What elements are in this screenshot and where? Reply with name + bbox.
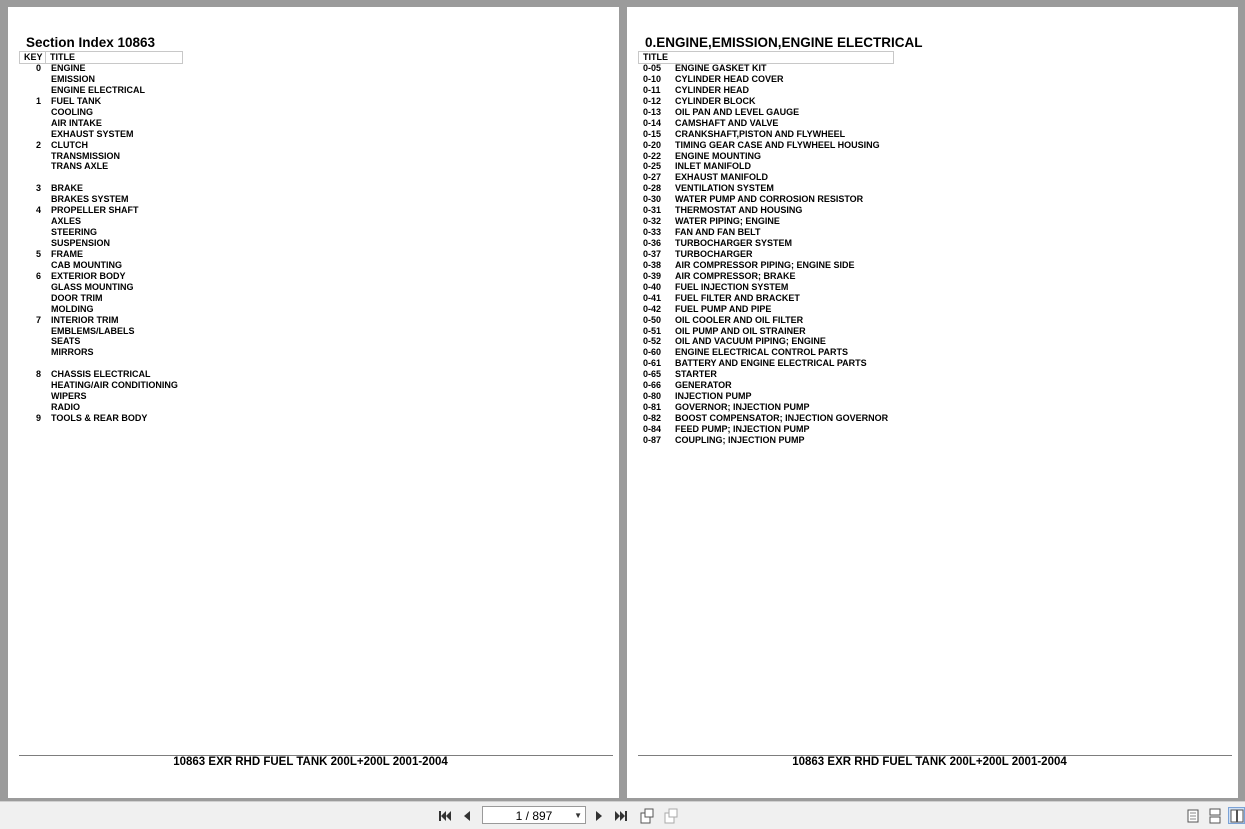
item-title: EXTERIOR BODY <box>51 270 126 281</box>
item-title: WATER PIPING; ENGINE <box>675 216 780 227</box>
item-title: ENGINE GASKET KIT <box>675 63 767 73</box>
item-title: HEATING/AIR CONDITIONING <box>51 380 178 391</box>
list-item[interactable] <box>638 238 938 249</box>
item-key: 0-28 <box>643 183 662 194</box>
list-item[interactable] <box>19 391 219 402</box>
item-key: 0-87 <box>643 434 662 445</box>
item-title: TRANS AXLE <box>51 161 109 172</box>
item-title: CLUTCH <box>51 139 88 150</box>
list-item[interactable] <box>19 172 219 183</box>
list-item[interactable] <box>19 118 219 129</box>
list-item[interactable] <box>638 260 938 271</box>
list-item[interactable] <box>19 227 219 238</box>
title-header: TITLE <box>643 52 668 62</box>
list-item[interactable] <box>19 107 219 118</box>
item-title: BRAKE <box>51 183 84 194</box>
item-key: 0-50 <box>643 314 662 325</box>
item-title: COOLING <box>51 106 93 117</box>
list-item[interactable] <box>638 205 938 216</box>
item-key: 0-22 <box>643 150 662 161</box>
item-key: 0-82 <box>643 413 662 423</box>
item-title: FAN AND FAN BELT <box>675 227 761 238</box>
item-key: 0-33 <box>643 227 662 238</box>
list-item[interactable] <box>19 347 219 358</box>
item-title: BOOST COMPENSATOR; INJECTION GOVERNOR <box>675 413 889 423</box>
item-key: 0-41 <box>643 292 662 303</box>
list-item[interactable] <box>19 238 219 249</box>
item-title: EXHAUST MANIFOLD <box>675 172 768 183</box>
list-item[interactable] <box>19 249 219 260</box>
item-title: MOLDING <box>51 303 94 314</box>
item-title: TURBOCHARGER <box>675 248 753 259</box>
item-key: 0-65 <box>643 369 662 380</box>
section-list <box>19 63 219 424</box>
item-title: EXHAUST SYSTEM <box>51 128 134 139</box>
item-key: 0-42 <box>643 303 662 314</box>
item-key: 0-13 <box>643 106 662 117</box>
list-item[interactable] <box>19 96 219 107</box>
item-title: CHASSIS ELECTRICAL <box>51 369 151 380</box>
item-key: 0-12 <box>643 95 662 106</box>
list-item[interactable] <box>638 172 938 183</box>
item-title: WATER PUMP AND CORROSION RESISTOR <box>675 194 864 205</box>
item-title: ENGINE <box>51 63 86 73</box>
item-key: 5 <box>35 248 41 259</box>
item-title: OIL PUMP AND OIL STRAINER <box>675 325 806 336</box>
list-item[interactable] <box>19 161 219 172</box>
first-page-icon[interactable] <box>436 807 453 824</box>
continuous-icon[interactable] <box>1206 807 1223 824</box>
item-key: 0-27 <box>643 172 662 183</box>
list-item[interactable] <box>19 216 219 227</box>
list-item[interactable] <box>638 74 938 85</box>
item-key: 3 <box>35 183 41 194</box>
page-title: Section Index 10863 <box>26 35 156 50</box>
list-item[interactable] <box>19 151 219 162</box>
item-title: CYLINDER HEAD <box>675 84 750 95</box>
item-title: STEERING <box>51 227 98 238</box>
item-title: AIR COMPRESSOR; BRAKE <box>675 270 796 281</box>
list-item[interactable] <box>19 271 219 282</box>
item-key: 0-61 <box>643 358 662 369</box>
item-title: ENGINE ELECTRICAL <box>51 84 146 95</box>
item-key: 0-10 <box>643 73 662 84</box>
key-header: KEY <box>24 52 43 62</box>
item-key: 0-66 <box>643 380 662 391</box>
list-item[interactable] <box>19 326 219 337</box>
item-title: AIR COMPRESSOR PIPING; ENGINE SIDE <box>675 259 855 270</box>
list-item[interactable] <box>19 402 219 413</box>
two-page-icon[interactable] <box>1228 807 1245 824</box>
item-key: 0-84 <box>643 423 662 434</box>
item-key: 0-52 <box>643 336 662 347</box>
list-item[interactable] <box>638 194 938 205</box>
list-item[interactable] <box>638 304 938 315</box>
item-key: 0-51 <box>643 325 662 336</box>
item-title: AIR INTAKE <box>51 117 102 128</box>
list-item[interactable] <box>638 326 938 337</box>
list-item[interactable] <box>638 347 938 358</box>
list-item[interactable] <box>19 140 219 151</box>
item-key: 4 <box>35 205 41 216</box>
list-item[interactable] <box>19 369 219 380</box>
list-item[interactable] <box>19 260 219 271</box>
prev-page-icon[interactable] <box>458 807 475 824</box>
page-footer: 10863 EXR RHD FUEL TANK 200L+200L 2001-2004 <box>792 756 1067 768</box>
list-item[interactable] <box>638 315 938 326</box>
item-title: BATTERY AND ENGINE ELECTRICAL PARTS <box>675 358 867 369</box>
list-item[interactable] <box>638 96 938 107</box>
list-item[interactable] <box>19 358 219 369</box>
item-title: FUEL TANK <box>51 95 102 106</box>
page-footer: 10863 EXR RHD FUEL TANK 200L+200L 2001-2004 <box>173 756 448 768</box>
list-item[interactable] <box>19 85 219 96</box>
list-item[interactable] <box>638 435 938 446</box>
page-title: 0.ENGINE,EMISSION,ENGINE ELECTRICAL <box>645 35 923 50</box>
list-item[interactable] <box>19 413 219 424</box>
page-indicator: 1 / 897 <box>515 809 553 823</box>
item-key: 0-05 <box>643 63 662 73</box>
page-number-field[interactable] <box>482 806 586 824</box>
list-item[interactable] <box>638 118 938 129</box>
item-key: 0-11 <box>643 84 661 95</box>
last-page-icon[interactable] <box>612 807 629 824</box>
item-key: 0-14 <box>643 117 662 128</box>
item-key: 0-20 <box>643 139 662 150</box>
item-key: 2 <box>35 139 41 150</box>
item-title: TOOLS & REAR BODY <box>51 413 148 423</box>
item-title: OIL AND VACUUM PIPING; ENGINE <box>675 336 826 347</box>
item-title: VENTILATION SYSTEM <box>675 183 774 194</box>
item-key: 0-40 <box>643 281 662 292</box>
item-title: RADIO <box>51 402 80 413</box>
list-item[interactable] <box>19 304 219 315</box>
list-item[interactable] <box>19 336 219 347</box>
item-title: INJECTION PUMP <box>675 391 752 402</box>
list-item[interactable] <box>19 293 219 304</box>
list-item[interactable] <box>638 151 938 162</box>
item-title: EMISSION <box>51 73 96 84</box>
item-title: FUEL PUMP AND PIPE <box>675 303 772 314</box>
item-title: TRANSMISSION <box>51 150 121 161</box>
chevron-down-icon[interactable]: ▼ <box>574 811 582 820</box>
item-title: CRANKSHAFT,PISTON AND FLYWHEEL <box>675 128 846 139</box>
item-key: 0-36 <box>643 238 662 248</box>
list-item[interactable] <box>638 85 938 96</box>
right-page <box>627 7 1238 798</box>
list-item[interactable] <box>638 140 938 151</box>
list-item[interactable] <box>638 282 938 293</box>
list-item[interactable] <box>19 194 219 205</box>
list-item[interactable] <box>19 183 219 194</box>
item-title: PROPELLER SHAFT <box>51 205 139 216</box>
page-layout-icon[interactable] <box>662 807 679 824</box>
item-title: WIPERS <box>51 391 87 402</box>
list-item[interactable] <box>638 391 938 402</box>
item-title: BRAKES SYSTEM <box>51 194 129 205</box>
item-title: CYLINDER BLOCK <box>675 95 756 106</box>
item-title: DOOR TRIM <box>51 292 103 303</box>
item-title: MIRRORS <box>51 347 94 358</box>
item-title: ENGINE MOUNTING <box>675 150 762 161</box>
item-title: FUEL FILTER AND BRACKET <box>675 292 800 303</box>
item-title: ENGINE ELECTRICAL CONTROL PARTS <box>675 347 849 358</box>
list-item[interactable] <box>638 161 938 172</box>
item-key: 0 <box>35 63 41 73</box>
list-item[interactable] <box>638 413 938 424</box>
list-item[interactable] <box>638 369 938 380</box>
item-title: SUSPENSION <box>51 238 111 248</box>
viewer-toolbar <box>0 801 1245 829</box>
item-title: FEED PUMP; INJECTION PUMP <box>675 423 810 434</box>
list-item[interactable] <box>638 293 938 304</box>
next-page-icon[interactable] <box>590 807 607 824</box>
item-key: 0-15 <box>643 128 662 139</box>
left-page <box>8 7 619 798</box>
single-page-icon[interactable] <box>1184 807 1201 824</box>
item-title: AXLES <box>51 216 82 227</box>
item-key: 9 <box>35 413 41 423</box>
title-header: TITLE <box>50 52 75 62</box>
rotate-icon[interactable] <box>638 807 655 824</box>
item-title: GENERATOR <box>675 380 732 391</box>
list-item[interactable] <box>638 380 938 391</box>
item-key: 0-37 <box>643 248 662 259</box>
item-title: GLASS MOUNTING <box>51 281 134 292</box>
item-key: 0-60 <box>643 347 662 358</box>
list-item[interactable] <box>19 63 219 74</box>
list-item[interactable] <box>638 183 938 194</box>
item-key: 6 <box>35 270 41 281</box>
item-title: GOVERNOR; INJECTION PUMP <box>675 402 810 413</box>
list-item[interactable] <box>638 216 938 227</box>
item-key: 0-39 <box>643 270 662 281</box>
item-key: 0-38 <box>643 259 662 270</box>
list-item[interactable] <box>638 336 938 347</box>
item-key: 0-31 <box>643 205 662 216</box>
list-item[interactable] <box>19 380 219 391</box>
item-title: OIL PAN AND LEVEL GAUGE <box>675 106 800 117</box>
list-item[interactable] <box>19 74 219 85</box>
item-key: 0-81 <box>643 402 662 413</box>
item-key: 0-30 <box>643 194 662 205</box>
item-title: EMBLEMS/LABELS <box>51 325 135 336</box>
item-title: INLET MANIFOLD <box>675 161 751 172</box>
item-key: 0-32 <box>643 216 662 227</box>
list-item[interactable] <box>638 358 938 369</box>
list-item[interactable] <box>638 424 938 435</box>
list-item[interactable] <box>638 107 938 118</box>
item-title: FRAME <box>51 248 83 259</box>
item-title: FUEL INJECTION SYSTEM <box>675 281 789 292</box>
item-title: TURBOCHARGER SYSTEM <box>675 238 793 248</box>
list-item[interactable] <box>19 282 219 293</box>
subsection-list <box>638 63 938 446</box>
item-title: INTERIOR TRIM <box>51 314 119 325</box>
list-item[interactable] <box>19 315 219 326</box>
item-title: STARTER <box>675 369 717 380</box>
list-item[interactable] <box>19 205 219 216</box>
item-title: COUPLING; INJECTION PUMP <box>675 434 805 445</box>
list-item[interactable] <box>638 271 938 282</box>
item-title: CAMSHAFT AND VALVE <box>675 117 779 128</box>
item-title: OIL COOLER AND OIL FILTER <box>675 314 804 325</box>
list-item[interactable] <box>638 402 938 413</box>
item-title: SEATS <box>51 336 81 347</box>
list-item[interactable] <box>638 227 938 238</box>
item-key: 0-25 <box>643 161 662 172</box>
item-key: 7 <box>35 314 41 325</box>
item-title: CYLINDER HEAD COVER <box>675 73 784 84</box>
list-item[interactable] <box>638 129 938 140</box>
item-key: 0-80 <box>643 391 662 402</box>
item-title: TIMING GEAR CASE AND FLYWHEEL HOUSING <box>675 139 880 150</box>
list-item[interactable] <box>19 129 219 140</box>
item-title: THERMOSTAT AND HOUSING <box>675 205 803 216</box>
list-item[interactable] <box>638 63 938 74</box>
item-key: 1 <box>35 95 41 106</box>
item-key: 8 <box>35 369 41 380</box>
list-item[interactable] <box>638 249 938 260</box>
item-title: CAB MOUNTING <box>51 259 122 270</box>
